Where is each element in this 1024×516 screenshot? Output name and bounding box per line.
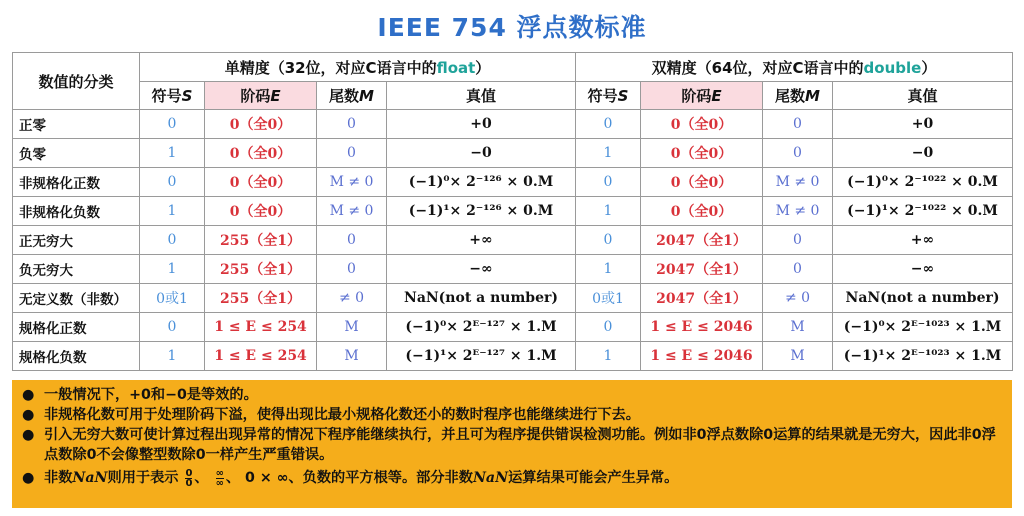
- category-header: 数值的分类: [13, 53, 140, 110]
- double-exponent-cell: 2047（全1）: [641, 226, 763, 255]
- single-mantissa-cell: M: [317, 342, 387, 371]
- category-cell: 负零: [13, 139, 140, 168]
- double-exponent-cell: 0（全0）: [641, 139, 763, 168]
- single-mantissa-cell: ≠ 0: [317, 284, 387, 313]
- bullet-icon: ●: [22, 407, 35, 423]
- single-exponent-cell: 0（全0）: [205, 168, 317, 197]
- single-sign-cell: 0: [140, 313, 205, 342]
- table-row: [13, 284, 1013, 313]
- single-precision-header: 单精度（32位，对应C语言中的float）: [140, 53, 576, 82]
- single-exponent-cell: 255（全1）: [205, 255, 317, 284]
- notes-panel: [12, 380, 1012, 508]
- single-mantissa-cell: 0: [317, 226, 387, 255]
- double-mantissa-cell: 0: [763, 110, 833, 139]
- fraction-zero-over-zero: $\frac{0}{0}$: [185, 467, 193, 489]
- double-mantissa-cell: M: [763, 342, 833, 371]
- category-cell: 规格化负数: [13, 342, 140, 371]
- double-value-cell: NaN(not a number): [833, 284, 1013, 313]
- mantissa-header: 尾数M: [763, 82, 833, 110]
- double-mantissa-cell: 0: [763, 255, 833, 284]
- category-cell: 非规格化正数: [13, 168, 140, 197]
- category-cell: 非规格化负数: [13, 197, 140, 226]
- single-value-cell: NaN(not a number): [387, 284, 576, 313]
- double-sign-cell: 1: [576, 342, 641, 371]
- table-row: [13, 139, 1013, 168]
- double-exponent-cell: 0（全0）: [641, 197, 763, 226]
- double-mantissa-cell: M ≠ 0: [763, 197, 833, 226]
- double-value-cell: +0: [833, 110, 1013, 139]
- single-exponent-cell: 255（全1）: [205, 226, 317, 255]
- double-sign-cell: 0: [576, 226, 641, 255]
- double-value-cell: (−1)¹× 2⁻¹⁰²² × 0.M: [833, 197, 1013, 226]
- double-value-cell: −0: [833, 139, 1013, 168]
- double-exponent-cell: 0（全0）: [641, 110, 763, 139]
- table-row: [13, 342, 1013, 371]
- bullet-icon: ●: [22, 427, 35, 443]
- double-value-cell: (−1)¹× 2ᴱ⁻¹⁰²³ × 1.M: [833, 342, 1013, 371]
- double-sign-cell: 0: [576, 168, 641, 197]
- category-cell: 正零: [13, 110, 140, 139]
- single-value-cell: (−1)¹× 2ᴱ⁻¹²⁷ × 1.M: [387, 342, 576, 371]
- exponent-header: 阶码E: [205, 82, 317, 110]
- single-value-cell: −0: [387, 139, 576, 168]
- single-value-cell: +0: [387, 110, 576, 139]
- single-sign-cell: 1: [140, 197, 205, 226]
- double-precision-header: 双精度（64位，对应C语言中的double）: [576, 53, 1013, 82]
- double-mantissa-cell: 0: [763, 139, 833, 168]
- double-sign-cell: 0或1: [576, 284, 641, 313]
- value-header: 真值: [387, 82, 576, 110]
- single-mantissa-cell: M ≠ 0: [317, 197, 387, 226]
- single-value-cell: (−1)⁰× 2⁻¹²⁶ × 0.M: [387, 168, 576, 197]
- table-row: [13, 313, 1013, 342]
- single-sign-cell: 1: [140, 139, 205, 168]
- double-exponent-cell: 0（全0）: [641, 168, 763, 197]
- single-mantissa-cell: 0: [317, 139, 387, 168]
- double-value-cell: +∞: [833, 226, 1013, 255]
- table-row: [13, 168, 1013, 197]
- single-value-cell: (−1)¹× 2⁻¹²⁶ × 0.M: [387, 197, 576, 226]
- double-mantissa-cell: ≠ 0: [763, 284, 833, 313]
- single-exponent-cell: 0（全0）: [205, 139, 317, 168]
- single-sign-cell: 0: [140, 168, 205, 197]
- note-item: ● 一般情况下，+0和−0是等效的。: [22, 387, 258, 403]
- bullet-icon: ●: [22, 387, 35, 403]
- table-row: [13, 226, 1013, 255]
- table-row: [13, 255, 1013, 284]
- double-exponent-cell: 2047（全1）: [641, 284, 763, 313]
- double-sign-cell: 0: [576, 110, 641, 139]
- value-header: 真值: [833, 82, 1013, 110]
- double-exponent-cell: 1 ≤ E ≤ 2046: [641, 313, 763, 342]
- ieee754-table: [12, 52, 1013, 371]
- single-mantissa-cell: M ≠ 0: [317, 168, 387, 197]
- double-exponent-cell: 2047（全1）: [641, 255, 763, 284]
- single-mantissa-cell: M: [317, 313, 387, 342]
- double-value-cell: (−1)⁰× 2ᴱ⁻¹⁰²³ × 1.M: [833, 313, 1013, 342]
- category-cell: 负无穷大: [13, 255, 140, 284]
- category-cell: 无定义数（非数）: [13, 284, 140, 313]
- table-row: [13, 197, 1013, 226]
- single-value-cell: (−1)⁰× 2ᴱ⁻¹²⁷ × 1.M: [387, 313, 576, 342]
- double-value-cell: −∞: [833, 255, 1013, 284]
- sign-header: 符号S: [140, 82, 205, 110]
- category-cell: 规格化正数: [13, 313, 140, 342]
- single-value-cell: −∞: [387, 255, 576, 284]
- double-exponent-cell: 1 ≤ E ≤ 2046: [641, 342, 763, 371]
- mantissa-header: 尾数M: [317, 82, 387, 110]
- note-item: ● 非规格化数可用于处理阶码下溢，使得出现比最小规格化数还小的数时程序也能继续进行下去。: [22, 407, 640, 423]
- table-row: [13, 110, 1013, 139]
- single-sign-cell: 1: [140, 255, 205, 284]
- double-mantissa-cell: 0: [763, 226, 833, 255]
- single-value-cell: +∞: [387, 226, 576, 255]
- sign-header: 符号S: [576, 82, 641, 110]
- single-exponent-cell: 255（全1）: [205, 284, 317, 313]
- double-mantissa-cell: M: [763, 313, 833, 342]
- note-item: ● 非数NaN则用于表示 $\frac{0}{0}$ 、 $\frac{\infty}{\infty}$ 、 0 × ∞、负数的平方根等。部分非数NaN运算结果可能会产生异常。: [22, 467, 679, 489]
- single-exponent-cell: 1 ≤ E ≤ 254: [205, 342, 317, 371]
- double-value-cell: (−1)⁰× 2⁻¹⁰²² × 0.M: [833, 168, 1013, 197]
- exponent-header: 阶码E: [641, 82, 763, 110]
- bullet-icon: ●: [22, 470, 35, 486]
- single-sign-cell: 0: [140, 110, 205, 139]
- single-sign-cell: 0或1: [140, 284, 205, 313]
- double-sign-cell: 1: [576, 139, 641, 168]
- double-mantissa-cell: M ≠ 0: [763, 168, 833, 197]
- note-item: ● 引入无穷大数可使计算过程出现异常的情况下程序能继续执行，并且可为程序提供错误检测功能。例如非0浮点数除0运算的结果就是无穷大，因此非0浮点数除0不会像整型数除0一样产生严重错误。: [22, 427, 996, 463]
- single-sign-cell: 1: [140, 342, 205, 371]
- fraction-inf-over-inf: $\frac{\infty}{\infty}$: [215, 467, 224, 489]
- single-mantissa-cell: 0: [317, 255, 387, 284]
- page-title: IEEE 754 浮点数标准: [377, 13, 647, 42]
- double-sign-cell: 1: [576, 255, 641, 284]
- single-exponent-cell: 1 ≤ E ≤ 254: [205, 313, 317, 342]
- single-exponent-cell: 0（全0）: [205, 110, 317, 139]
- single-exponent-cell: 0（全0）: [205, 197, 317, 226]
- single-mantissa-cell: 0: [317, 110, 387, 139]
- double-sign-cell: 1: [576, 197, 641, 226]
- category-cell: 正无穷大: [13, 226, 140, 255]
- single-sign-cell: 0: [140, 226, 205, 255]
- double-sign-cell: 0: [576, 313, 641, 342]
